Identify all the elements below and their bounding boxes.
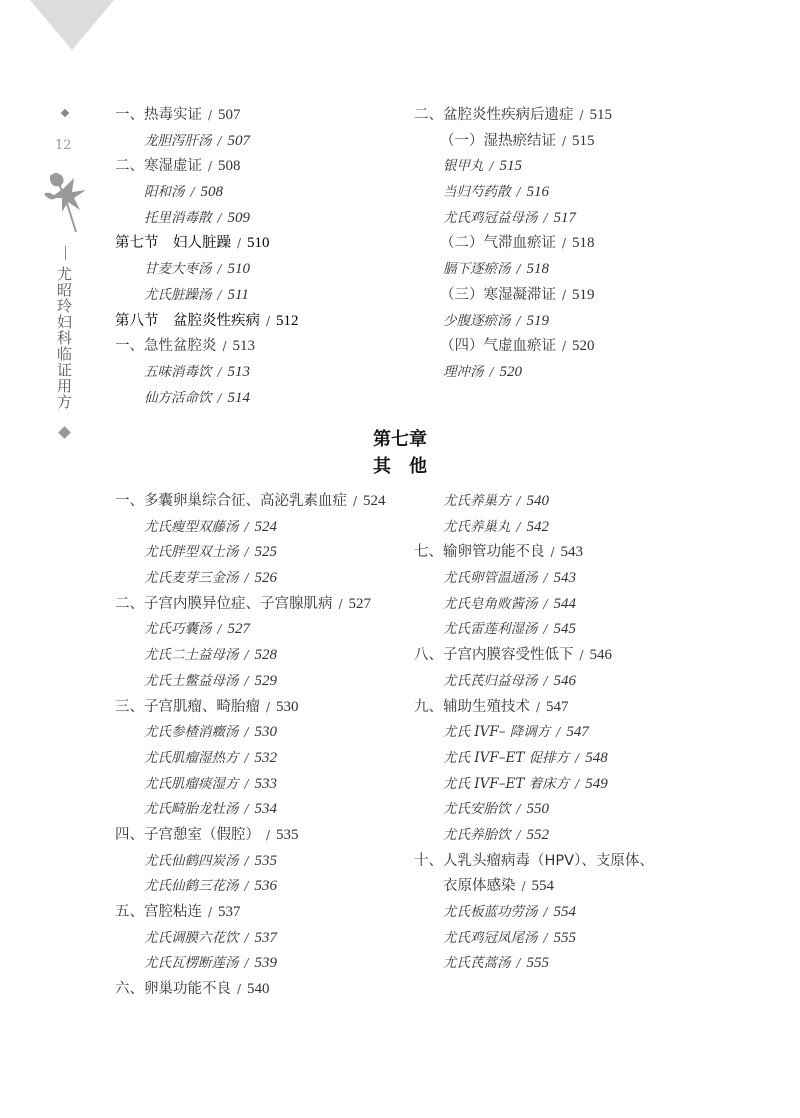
toc-entry[interactable] <box>414 334 612 360</box>
toc-entry-title: 当归芍药散 <box>443 184 511 201</box>
toc-entry-page: 537 <box>254 929 278 946</box>
toc-entry-title: 尤氏安胎饮 <box>443 801 511 818</box>
toc-entry-title: （一）湿热瘀结证 <box>440 132 556 149</box>
separator: / <box>489 159 494 174</box>
toc-entry[interactable] <box>414 797 654 823</box>
toc-entry[interactable] <box>115 180 299 206</box>
separator: / <box>516 956 521 971</box>
toc-entry-page: 519 <box>572 286 595 303</box>
toc-entry-page: 532 <box>254 749 278 766</box>
toc-entry[interactable] <box>414 129 612 155</box>
toc-entry-title: 五、宫腔粘连 <box>115 904 202 920</box>
toc-entry-title: 尤氏鸡冠益母汤 <box>443 209 538 226</box>
toc-entry-title: 尤氏芪归益母汤 <box>443 672 538 689</box>
toc-entry[interactable] <box>414 360 612 386</box>
toc-entry[interactable] <box>115 103 299 129</box>
toc-entry-title: 一、急性盆腔炎 <box>115 338 217 355</box>
separator: / <box>208 159 213 174</box>
toc-entry-title: 尤氏养胎饮 <box>443 826 511 843</box>
toc-entry-title: 尤氏养巢方 <box>443 493 511 509</box>
separator: / <box>536 699 541 714</box>
separator: / <box>208 905 213 919</box>
separator: / <box>543 930 548 945</box>
separator: / <box>543 596 548 611</box>
toc-entry[interactable] <box>414 720 654 746</box>
toc-entry-page: 509 <box>227 209 251 226</box>
toc-entry-page: 518 <box>526 261 550 278</box>
separator: / <box>244 519 249 534</box>
toc-entry-title: （二）气滞血瘀证 <box>440 235 556 252</box>
toc-entry-page: 519 <box>526 312 550 329</box>
toc-entry-page: 552 <box>526 826 550 843</box>
toc-entry-title: 二、盆腔炎性疾病后遗症 <box>414 107 574 123</box>
separator: / <box>244 725 249 740</box>
toc-entry-title: 尤氏板蓝功劳汤 <box>443 904 538 920</box>
toc-entry-page: 510 <box>227 261 251 278</box>
toc-entry[interactable] <box>414 823 654 849</box>
toc-entry[interactable] <box>414 257 612 283</box>
toc-entry[interactable] <box>115 926 386 952</box>
toc-entry[interactable] <box>115 489 386 515</box>
toc-entry[interactable] <box>115 592 386 618</box>
toc-entry[interactable] <box>115 540 386 566</box>
toc-entry-page: 554 <box>531 878 555 895</box>
toc-entry-page: 547 <box>566 724 589 741</box>
toc-entry-title: 尤氏瘦型双藤汤 <box>144 518 239 535</box>
separator: / <box>244 750 249 765</box>
separator: / <box>353 494 358 508</box>
separator: / <box>217 622 222 637</box>
toc-entry-title: 龙胆泻肝汤 <box>144 132 212 149</box>
toc-entry-title: 二、寒湿虚证 <box>115 158 202 175</box>
toc-entry[interactable] <box>414 592 654 618</box>
separator: / <box>217 390 222 405</box>
separator: / <box>516 185 521 200</box>
toc-entry[interactable] <box>115 669 386 695</box>
toc-entry-title: 尤氏肌瘤湿热方 <box>144 749 239 766</box>
separator: / <box>543 673 548 688</box>
toc-entry-title: 少腹逐瘀汤 <box>443 312 511 329</box>
toc-entry-page: 544 <box>553 595 577 612</box>
toc-entry[interactable] <box>115 154 299 180</box>
toc-entry[interactable] <box>115 772 386 798</box>
toc-entry-title: （四）气虚血瘀证 <box>440 338 556 355</box>
toc-entry-page: 543 <box>560 544 584 561</box>
toc-entry-title: 尤氏胖型双土汤 <box>144 544 239 561</box>
toc-entry[interactable] <box>414 154 612 180</box>
toc-entry[interactable] <box>115 334 299 360</box>
corner-decoration <box>30 0 114 50</box>
chapter-title: 其 他 <box>373 456 427 477</box>
toc-section-heading[interactable] <box>115 309 299 335</box>
separator: / <box>516 494 521 508</box>
toc-entry-title: 尤氏卵管温通汤 <box>443 570 538 587</box>
toc-entry[interactable] <box>414 540 654 566</box>
separator: / <box>543 622 548 637</box>
toc-entry-title: 尤氏 IVF–ET 促排方 <box>443 749 570 766</box>
toc-entry-title: 尤氏肌瘤痰湿方 <box>144 775 239 792</box>
toc-entry-title: 一、多囊卵巢综合征、高泌乳素血症 <box>115 493 347 509</box>
separator: / <box>543 571 548 586</box>
toc-entry[interactable] <box>414 926 654 952</box>
toc-entry-page: 507 <box>218 107 241 123</box>
separator: / <box>222 339 227 354</box>
toc-entry[interactable] <box>115 360 299 386</box>
separator: / <box>562 339 567 354</box>
toc-entry-title: 五味消毒饮 <box>144 363 212 380</box>
toc-entry[interactable] <box>115 720 386 746</box>
toc-entry-page: 542 <box>526 518 550 535</box>
toc-entry-title: 尤氏二土益母汤 <box>144 647 239 664</box>
toc-entry-title: 第八节 盆腔炎性疾病 <box>115 312 260 329</box>
toc-entry-page: 546 <box>553 672 577 689</box>
toc-entry[interactable] <box>414 180 612 206</box>
separator: / <box>266 827 271 842</box>
toc-entry-page: 515 <box>572 132 595 149</box>
toc-entry-page: 516 <box>526 184 550 201</box>
diamond-icon <box>61 109 69 117</box>
toc-entry-page: 524 <box>254 518 278 535</box>
separator: / <box>575 750 580 765</box>
toc-entry[interactable] <box>115 900 386 926</box>
toc-entry-title: 四、子宫憩室（假腔） <box>115 826 260 843</box>
toc-entry-title: 托里消毒散 <box>144 209 212 226</box>
toc-entry[interactable] <box>115 643 386 669</box>
toc-entry-page: 510 <box>247 235 270 252</box>
toc-entry-title: 三、子宫肌瘤、畸胎瘤 <box>115 698 260 715</box>
toc-entry-page: 515 <box>499 158 523 175</box>
page-number: 12 <box>55 138 72 153</box>
toc-entry-title: 尤氏雷莲利湿汤 <box>443 621 538 638</box>
toc-entry[interactable] <box>414 489 654 515</box>
toc-entry[interactable] <box>414 900 654 926</box>
toc-entry-page: 507 <box>227 132 251 149</box>
toc-entry[interactable] <box>115 695 386 721</box>
separator: / <box>489 364 494 379</box>
toc-entry-page: 530 <box>276 698 299 715</box>
separator: / <box>516 802 521 817</box>
toc-entry-page: 513 <box>227 363 251 380</box>
toc-entry[interactable] <box>414 669 654 695</box>
separator: / <box>237 236 242 251</box>
toc-entry[interactable] <box>414 617 654 643</box>
separator: / <box>244 802 249 817</box>
toc-entry[interactable] <box>115 874 386 900</box>
toc-entry-page: 512 <box>276 312 299 329</box>
separator: / <box>550 545 555 560</box>
toc-entry-page: 530 <box>254 724 278 741</box>
toc-entry-title: 尤氏畸胎龙牡汤 <box>144 801 239 818</box>
toc-entry-page: 555 <box>553 929 577 946</box>
toc-entry[interactable] <box>414 951 654 977</box>
toc-entry-title: 一、热毒实证 <box>115 107 202 123</box>
separator: / <box>237 982 242 997</box>
toc-entry[interactable] <box>414 283 612 309</box>
toc-entry[interactable] <box>414 103 612 129</box>
toc-entry-title: 衣原体感染 <box>443 878 516 895</box>
toc-entry-page: 554 <box>553 904 577 920</box>
toc-entry-page: 543 <box>553 570 577 587</box>
toc-entry-page: 526 <box>254 570 278 587</box>
toc-entry-title: 尤氏 IVF–ET 着床方 <box>443 775 570 792</box>
toc-entry-title: 理冲汤 <box>443 363 484 380</box>
separator: / <box>217 364 222 379</box>
toc-entry-title: 第七节 妇人脏躁 <box>115 235 231 252</box>
separator: / <box>521 879 526 894</box>
toc-entry-page: 520 <box>499 363 523 380</box>
flower-icon <box>40 168 90 238</box>
separator: / <box>244 879 249 894</box>
separator: / <box>244 930 249 945</box>
toc-entry[interactable] <box>115 746 386 772</box>
toc-entry[interactable] <box>414 772 654 798</box>
separator: / <box>244 545 249 560</box>
toc-entry-title: 尤氏养巢丸 <box>443 518 511 535</box>
separator: / <box>556 725 561 740</box>
separator: / <box>244 853 249 868</box>
toc-entry[interactable] <box>115 566 386 592</box>
toc-entry-title: 膈下逐瘀汤 <box>443 261 511 278</box>
toc-entry-page: 548 <box>585 749 608 766</box>
toc-entry-page: 527 <box>227 621 251 638</box>
toc-entry[interactable] <box>115 951 386 977</box>
toc-entry[interactable] <box>115 977 386 1003</box>
toc-entry-page: 540 <box>247 981 270 998</box>
toc-entry[interactable] <box>414 874 654 900</box>
toc-entry-title: 银甲丸 <box>443 158 484 175</box>
toc-entry-page: 517 <box>553 209 577 226</box>
toc-entry-page: 539 <box>254 955 278 972</box>
toc-entry[interactable] <box>414 566 654 592</box>
toc-entry-page: 514 <box>227 389 251 406</box>
separator: / <box>217 287 222 302</box>
separator: / <box>579 108 584 122</box>
toc-entry-page: 529 <box>254 672 278 689</box>
toc-entry-title: 尤氏土鳖益母汤 <box>144 672 239 689</box>
separator: / <box>208 108 213 122</box>
separator: / <box>266 699 271 714</box>
toc-entry-title: 七、输卵管功能不良 <box>414 544 545 561</box>
separator: / <box>516 313 521 328</box>
toc-entry[interactable] <box>414 746 654 772</box>
toc-column-bottom-right <box>414 489 654 977</box>
toc-entry-title: 八、子宫内膜容受性低下 <box>414 647 574 664</box>
toc-entry-title: 尤氏 IVF– 降调方 <box>443 724 551 741</box>
toc-entry-page: 549 <box>585 775 608 792</box>
separator: / <box>217 133 222 148</box>
toc-entry-page: 518 <box>572 235 595 252</box>
toc-entry-title: 尤氏调膜六花饮 <box>144 929 239 946</box>
toc-section-heading[interactable] <box>115 231 299 257</box>
toc-entry-page: 540 <box>526 493 550 509</box>
toc-entry-title: 九、辅助生殖技术 <box>414 698 530 715</box>
toc-entry[interactable] <box>414 643 654 669</box>
toc-entry[interactable] <box>115 283 299 309</box>
separator: / <box>562 133 567 148</box>
toc-entry-title: 尤氏脏躁汤 <box>144 286 212 303</box>
toc-entry-page: 508 <box>218 158 241 175</box>
toc-entry[interactable] <box>115 797 386 823</box>
chapter-number: 第七章 <box>373 429 427 450</box>
toc-entry-page: 513 <box>232 338 256 355</box>
separator: / <box>217 210 222 225</box>
toc-entry[interactable] <box>115 515 386 541</box>
toc-entry[interactable] <box>115 823 386 849</box>
separator: / <box>575 776 580 791</box>
toc-entry-page: 525 <box>254 544 278 561</box>
separator: / <box>579 648 584 663</box>
toc-entry-page: 537 <box>218 904 241 920</box>
toc-entry[interactable] <box>414 231 612 257</box>
toc-entry-title: 尤氏瓦楞断莲汤 <box>144 955 239 972</box>
separator: / <box>516 827 521 842</box>
toc-column-bottom-left <box>115 489 386 1003</box>
toc-entry-title: 六、卵巢功能不良 <box>115 981 231 998</box>
separator: / <box>562 287 567 302</box>
toc-entry[interactable] <box>414 206 612 232</box>
toc-entry-page: 533 <box>254 775 278 792</box>
toc-entry[interactable] <box>115 129 299 155</box>
toc-entry-title: 仙方活命饮 <box>144 389 212 406</box>
separator: / <box>562 236 567 251</box>
toc-entry-page: 534 <box>254 801 278 818</box>
toc-entry-page: 545 <box>553 621 577 638</box>
separator: / <box>244 571 249 586</box>
toc-entry-title: 尤氏仙鹤三花汤 <box>144 878 239 895</box>
toc-entry-page: 547 <box>546 698 569 715</box>
toc-entry-title: 二、子宫内膜异位症、子宫腺肌病 <box>115 595 333 612</box>
toc-entry-title: 尤氏皂角败酱汤 <box>443 595 538 612</box>
toc-entry-title: 十、人乳头瘤病毒（HPV）、支原体、 <box>414 852 654 869</box>
toc-entry-title: 尤氏麦芽三金汤 <box>144 570 239 587</box>
separator: / <box>217 262 222 277</box>
toc-entry-page: 515 <box>589 107 613 123</box>
toc-entry-title: 尤氏巧囊汤 <box>144 621 212 638</box>
separator: / <box>543 905 548 919</box>
toc-column-top-left <box>115 103 299 411</box>
toc-entry-page: 511 <box>227 286 249 303</box>
toc-entry[interactable] <box>414 695 654 721</box>
separator: / <box>244 776 249 791</box>
toc-entry[interactable] <box>115 257 299 283</box>
toc-entry[interactable] <box>414 515 654 541</box>
toc-entry-page: 508 <box>200 184 224 201</box>
toc-entry[interactable] <box>414 849 654 875</box>
toc-entry[interactable] <box>414 309 612 335</box>
toc-entry-title: 尤氏鸡冠凤尾汤 <box>443 929 538 946</box>
toc-entry-page: 550 <box>526 801 550 818</box>
toc-entry-page: 535 <box>276 826 299 843</box>
toc-entry-title: 尤氏仙鹤四炭汤 <box>144 852 239 869</box>
toc-entry-page: 536 <box>254 878 278 895</box>
toc-entry-page: 527 <box>348 595 372 612</box>
toc-entry-page: 535 <box>254 852 278 869</box>
separator: / <box>244 648 249 663</box>
toc-entry-title: 尤氏参楂消癥汤 <box>144 724 239 741</box>
toc-entry-page: 524 <box>363 493 386 509</box>
separator: / <box>244 956 249 971</box>
toc-entry[interactable] <box>115 617 386 643</box>
separator: / <box>338 596 343 611</box>
separator: / <box>244 673 249 688</box>
toc-entry[interactable] <box>115 386 299 412</box>
toc-entry-title: 甘麦大枣汤 <box>144 261 212 278</box>
toc-column-top-right <box>414 103 612 386</box>
toc-entry[interactable] <box>115 206 299 232</box>
separator: / <box>516 262 521 277</box>
toc-entry[interactable] <box>115 849 386 875</box>
separator: / <box>516 519 521 534</box>
separator: / <box>266 313 271 328</box>
book-title: 尤昭玲妇科临证用方 <box>57 265 73 411</box>
toc-entry-title: 尤氏芪蒿汤 <box>443 955 511 972</box>
toc-entry-page: 546 <box>589 647 613 664</box>
toc-entry-title: （三）寒湿凝滞证 <box>440 286 556 303</box>
divider <box>65 246 66 260</box>
separator: / <box>190 185 195 200</box>
separator: / <box>543 210 548 225</box>
toc-entry-page: 520 <box>572 338 595 355</box>
toc-entry-page: 528 <box>254 647 278 664</box>
toc-entry-page: 555 <box>526 955 550 972</box>
toc-entry-title: 阳和汤 <box>144 184 185 201</box>
